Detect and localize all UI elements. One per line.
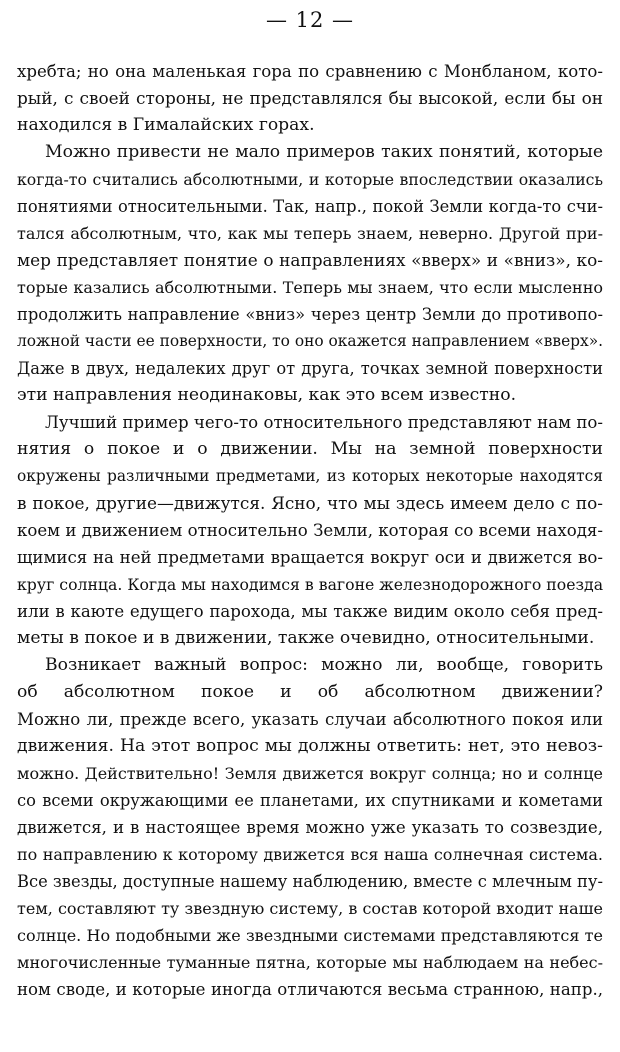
- text-line: движется, и в настоящее время можно уже указать то созвездие,: [17, 818, 603, 837]
- page-number: — 12 —: [265, 8, 355, 32]
- text-line: коем и движением относительно Земли, которая со всеми находя-: [17, 521, 603, 540]
- text-line: круг солнца. Когда мы находимся в вагоне железнодорожного поезда: [17, 575, 604, 594]
- text-line: продолжить направление «вниз» через центр Земли до противопо-: [17, 305, 603, 324]
- text-line: мер представляет понятие о направлениях «вверх» и «вниз», ко-: [17, 250, 603, 270]
- text-line: Все звезды, доступные нашему наблюдению, вместе с млечным пу-: [17, 872, 603, 891]
- text-line: окружены различными предметами, из которых некоторые находятся: [17, 467, 603, 485]
- text-line: Можно привести не мало примеров таких понятий, которые: [45, 142, 603, 162]
- text-line: движения. На этот вопрос мы должны ответить: нет, это невоз-: [17, 736, 603, 756]
- body-text: [17, 58, 603, 1003]
- text-line: находился в Гималайских горах.: [17, 115, 315, 135]
- text-line: Лучший пример чего-то относительного представляют нам по-: [45, 413, 603, 432]
- text-line: эти направления неодинаковы, как это всем известно.: [17, 385, 517, 405]
- text-line: солнце. Но подобными же звездными системами представляются те: [17, 926, 603, 945]
- text-line: ложной части ее поверхности, то оно окажется направлением «вверх».: [17, 332, 604, 350]
- text-line: нятия о покое и о движении. Мы на земной поверхности: [17, 439, 603, 459]
- text-line: меты в покое и в движении, также очевидно, относительными.: [17, 628, 595, 648]
- text-line: в покое, другие—движутся. Ясно, что мы здесь имеем дело с по-: [17, 493, 603, 513]
- text-line: понятиями относительными. Так, напр., покой Земли когда-то счи-: [17, 197, 603, 216]
- text-line: об абсолютном покое и об абсолютном движении?: [17, 682, 603, 702]
- text-line: ном своде, и которые иногда отличаются весьма странною, напр.,: [17, 980, 603, 999]
- text-line: хребта; но она маленькая гора по сравнению с Монбланом, кото-: [17, 62, 603, 81]
- text-line: многочисленные туманные пятна, которые мы наблюдаем на небес-: [17, 953, 603, 972]
- text-line: торые казались абсолютными. Теперь мы знаем, что если мысленно: [17, 278, 603, 297]
- text-line: щимися на ней предметами вращается вокруг оси и движется во-: [17, 548, 603, 567]
- text-line: тем, составляют ту звездную систему, в состав которой входит наше: [17, 899, 603, 918]
- text-line: Возникает важный вопрос: можно ли, вообще, говорить: [45, 655, 603, 675]
- text-line: тался абсолютным, что, как мы теперь знаем, неверно. Другой при-: [17, 224, 603, 243]
- text-line: Можно ли, прежде всего, указать случаи абсолютного покоя или: [17, 710, 603, 729]
- text-line: рый, с своей стороны, не представлялся бы высокой, если бы он: [17, 88, 603, 108]
- text-line: или в каюте едущего парохода, мы также видим около себя пред-: [17, 602, 603, 621]
- text-line: Даже в двух, недалеких друг от друга, точках земной поверхности: [17, 359, 603, 378]
- text-line: по направлению к которому движется вся наша солнечная система.: [17, 845, 603, 864]
- text-line: со всеми окружающими ее планетами, их спутниками и кометами: [17, 791, 603, 810]
- text-line: можно. Действительно! Земля движется вокруг солнца; но и солнце: [17, 764, 603, 783]
- text-line: когда-то считались абсолютными, и которые впоследствии оказались: [17, 170, 603, 189]
